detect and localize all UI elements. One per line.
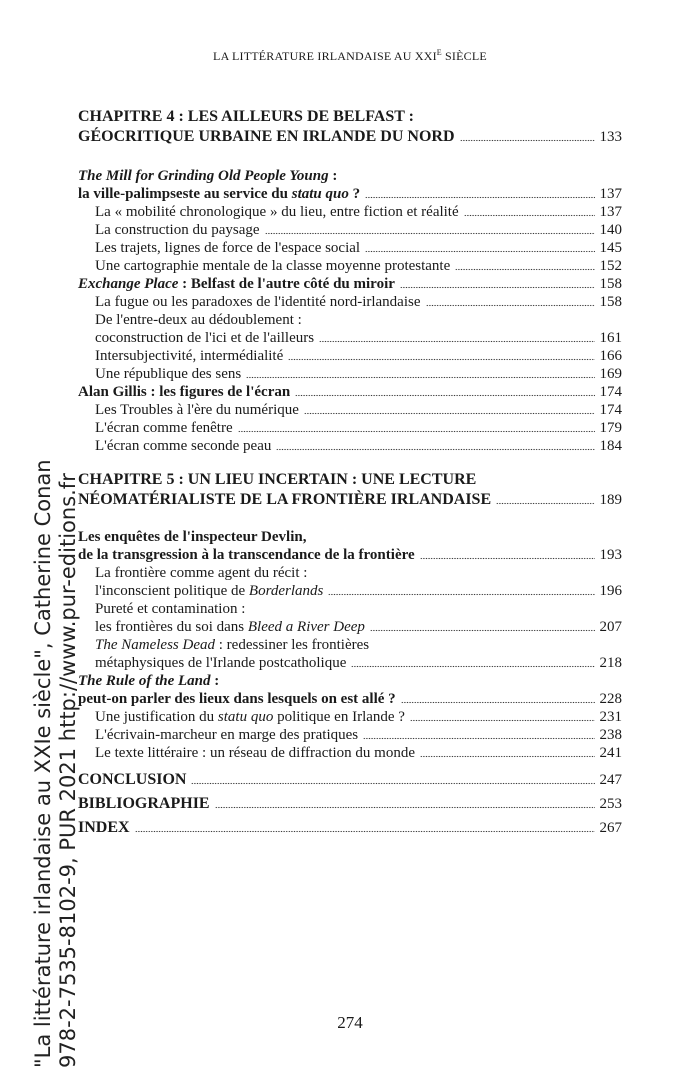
section-devlin-line1[interactable]: Les enquêtes de l'inspecteur Devlin, <box>78 529 307 545</box>
chapter5-heading-line2[interactable]: NÉOMATÉRIALISTE DE LA FRONTIÈRE IRLANDAISE 189 <box>78 491 622 508</box>
section-exchange-place[interactable]: Exchange Place : Belfast de l'autre côté du miroir 158 <box>78 276 622 292</box>
toc-chapter5 <box>78 470 622 762</box>
page-number: 274 <box>337 1013 363 1032</box>
section-gillis[interactable]: Alan Gillis : les figures de l'écran 174 <box>78 384 622 400</box>
toc-chapter4 <box>78 107 622 455</box>
toc-bibliographie[interactable]: BIBLIOGRAPHIE 253 <box>78 795 622 812</box>
toc-conclusion[interactable]: CONCLUSION 247 <box>78 771 622 788</box>
toc-entry[interactable]: La fugue ou les paradoxes de l'identité nord-irlandaise 158 <box>95 294 622 310</box>
section-rule-line1[interactable]: The Rule of the Land : <box>78 673 220 689</box>
toc-index[interactable]: INDEX 267 <box>78 819 622 836</box>
toc-entry-line2[interactable]: métaphysiques de l'Irlande postcatholique 218 <box>95 655 622 671</box>
section-rule-line2[interactable]: peut-on parler des lieux dans lesquels on est allé ? 228 <box>78 691 622 707</box>
toc-back-matter <box>78 768 622 840</box>
section-devlin-line2[interactable]: de la transgression à la transcendance de la frontière 193 <box>78 547 622 563</box>
toc-entry-line1[interactable]: Pureté et contamination : <box>95 601 246 617</box>
chapter4-heading-line2[interactable]: GÉOCRITIQUE URBAINE EN IRLANDE DU NORD 133 <box>78 128 622 145</box>
toc-entry[interactable]: La construction du paysage 140 <box>95 222 622 238</box>
toc-entry-line2[interactable]: les frontières du soi dans Bleed a River Deep 207 <box>95 619 622 635</box>
section-mill-subtitle[interactable]: la ville-palimpseste au service du statu quo ? 137 <box>78 186 622 202</box>
running-head: LA LITTÉRATURE IRLANDAISE AU $XXI^E$ SIÈCLE <box>213 48 487 63</box>
toc-entry[interactable]: Une justification du statu quo politique en Irlande ? 231 <box>95 709 622 725</box>
toc-entry[interactable]: L'écran comme fenêtre 179 <box>95 420 622 436</box>
side-watermark-line1: "La littérature irlandaise au XXIe siècle", Catherine Conan <box>31 459 55 1068</box>
toc-entry[interactable]: Une cartographie mentale de la classe moyenne protestante 152 <box>95 258 622 274</box>
section-mill-title[interactable]: The Mill for Grinding Old People Young : <box>78 168 338 184</box>
toc-entry[interactable]: La « mobilité chronologique » du lieu, entre fiction et réalité 137 <box>95 204 622 220</box>
toc-entry[interactable]: L'écran comme seconde peau 184 <box>95 438 622 454</box>
toc-entry[interactable]: L'écrivain-marcheur en marge des pratiques 238 <box>95 727 622 743</box>
chapter4-heading-line1[interactable]: CHAPITRE 4 : LES AILLEURS DE BELFAST : <box>78 108 414 125</box>
toc-entry[interactable]: Les Troubles à l'ère du numérique 174 <box>95 402 622 418</box>
toc-entry-line1[interactable]: De l'entre-deux au dédoublement : <box>95 312 302 328</box>
toc-entry-line1[interactable]: The Nameless Dead : redessiner les frontières <box>95 637 370 653</box>
toc-entry-line2[interactable]: coconstruction de l'ici et de l'ailleurs 161 <box>95 330 622 346</box>
toc-entry-line2[interactable]: l'inconscient politique de Borderlands 196 <box>95 583 622 599</box>
toc-entry[interactable]: Une république des sens 169 <box>95 366 622 382</box>
side-watermark-line2: 978-2-7535-8102-9, PUR 2021 http://www.pur-editions.fr <box>56 473 80 1068</box>
chapter5-heading-line1[interactable]: CHAPITRE 5 : UN LIEU INCERTAIN : UNE LECTURE <box>78 471 477 488</box>
toc-entry[interactable]: Les trajets, lignes de force de l'espace social 145 <box>95 240 622 256</box>
toc-entry-line1[interactable]: La frontière comme agent du récit : <box>95 565 308 581</box>
toc-entry[interactable]: Le texte littéraire : un réseau de diffraction du monde 241 <box>95 745 622 761</box>
toc-entry[interactable]: Intersubjectivité, intermédialité 166 <box>95 348 622 364</box>
